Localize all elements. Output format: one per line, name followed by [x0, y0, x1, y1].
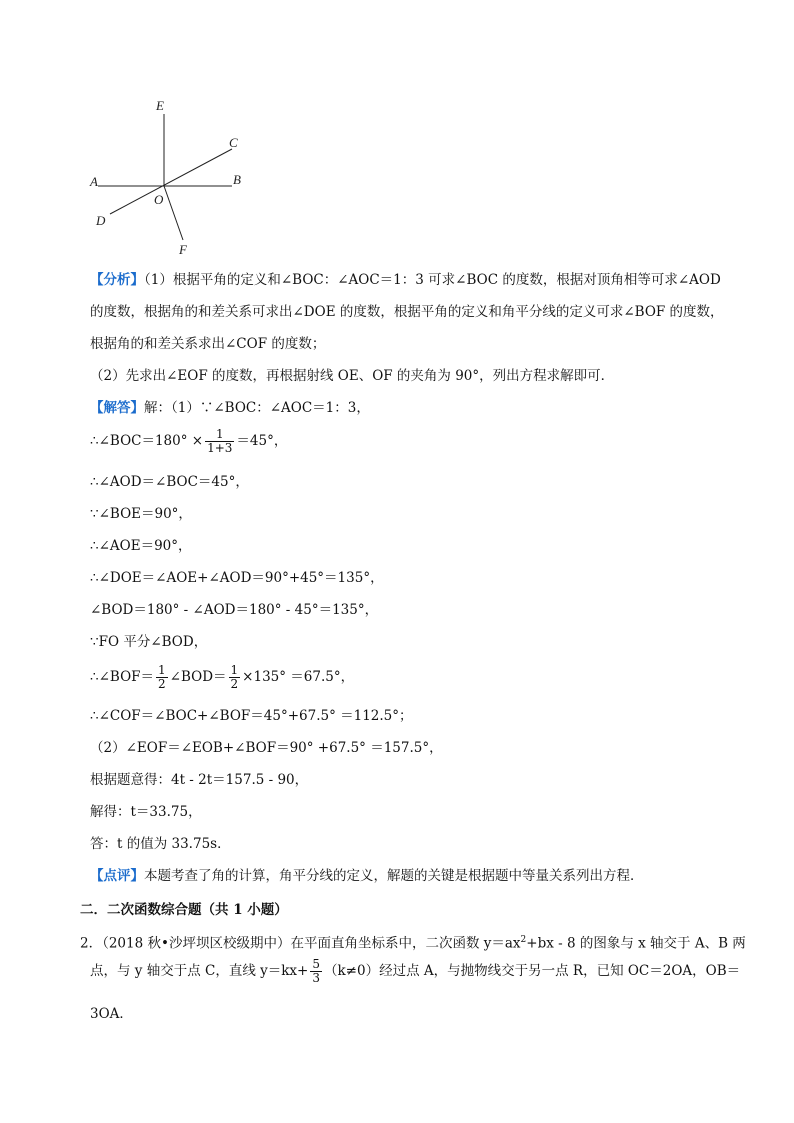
problem-2-text-d: （k≠0）经过点 A，与抛物线交于另一点 R，已知 OC＝2OA，OB＝	[324, 963, 741, 979]
geometry-figure	[86, 92, 286, 262]
fraction-denominator: 2	[158, 677, 166, 691]
fraction-denominator: 1+3	[207, 441, 233, 455]
fraction-1-over-4	[205, 428, 234, 455]
comment-text: 本题考查了角的计算，角平分线的定义，解题的关键是根据题中等量关系列出方程．	[144, 868, 644, 884]
analysis-line-2: 的度数，根据角的和差关系可求出∠DOE 的度数，根据平角的定义和角平分线的定义可求∠BOF 的度数，	[90, 304, 724, 320]
step-8-pre: ∴∠BOF＝	[90, 669, 155, 685]
exponent: 2	[520, 935, 527, 945]
step-8-mid: ∠BOD＝	[169, 669, 227, 685]
fraction-numerator: 1	[158, 663, 166, 677]
problem-2-line-1	[80, 930, 746, 954]
solution-step-10: （2）∠EOF＝∠EOB+∠BOF＝90° +67.5° ＝157.5°，	[90, 740, 443, 756]
solution-intro-text: 解：（1）∵∠BOC：∠AOC＝1：3，	[144, 400, 370, 416]
solution-intro	[90, 398, 730, 418]
label-e: E	[156, 98, 164, 113]
problem-2-text-a: 2．（2018 秋•沙坪坝区校级期中）在平面直角坐标系中，二次函数 y＝ax	[80, 935, 521, 952]
step-1-post: ＝45°，	[236, 433, 288, 449]
label-b: B	[233, 172, 241, 187]
solution-step-3: ∵∠BOE＝90°，	[90, 506, 192, 522]
solution-step-11: 根据题意得：4t - 2t＝157.5 - 90，	[90, 772, 309, 788]
solution-step-6: ∠BOD＝180° - ∠AOD＝180° - 45°＝135°，	[90, 602, 379, 618]
solution-step-7: ∵FO 平分∠BOD，	[90, 634, 208, 650]
solution-tag: 【解答】	[90, 400, 144, 416]
problem-2-line-2	[90, 957, 741, 985]
step-1-pre: ∴∠BOC＝180° ×	[90, 433, 204, 449]
fraction-half-1	[156, 664, 168, 691]
solution-step-12: 解得：t＝33.75，	[90, 804, 202, 820]
label-a: A	[90, 174, 98, 189]
fraction-denominator: 2	[230, 677, 239, 691]
fraction-numerator: 1	[230, 663, 239, 677]
section-heading: 二．二次函数综合题（共 1 小题）	[80, 902, 288, 918]
fraction-numerator: 1	[205, 428, 234, 442]
solution-step-1	[90, 428, 730, 455]
fraction-numerator: 5	[312, 957, 320, 971]
fraction-denominator: 3	[312, 971, 320, 985]
problem-2-line-3: 3OA．	[90, 1006, 133, 1022]
comment-line	[90, 866, 730, 886]
label-o: O	[154, 192, 164, 207]
label-c: C	[229, 135, 238, 150]
step-8-post: ×135° ＝67.5°，	[242, 669, 355, 685]
angle-diagram	[86, 92, 286, 262]
comment-tag: 【点评】	[90, 868, 144, 884]
analysis-line-1	[90, 270, 730, 290]
problem-2-text-c: 点，与 y 轴交于点 C，直线 y＝kx+	[90, 963, 309, 979]
solution-step-4: ∴∠AOE＝90°，	[90, 538, 192, 554]
solution-step-13: 答：t 的值为 33.75s．	[90, 836, 231, 852]
label-f: F	[179, 242, 187, 257]
analysis-line-4: （2）先求出∠EOF 的度数，再根据射线 OE、OF 的夹角为 90°，列出方程求解即可．	[90, 368, 615, 384]
analysis-text-1: （1）根据平角的定义和∠BOC：∠AOC＝1：3 可求∠BOC 的度数，根据对顶角相等可求∠AOD	[144, 272, 721, 288]
solution-step-8	[90, 664, 730, 691]
ray-of	[164, 186, 183, 240]
label-d: D	[96, 213, 106, 228]
solution-step-5: ∴∠DOE＝∠AOE+∠AOD＝90°+45°＝135°，	[90, 570, 384, 586]
fraction-half-2	[229, 664, 241, 691]
line-dc	[110, 149, 232, 214]
fraction-5-over-3	[310, 958, 322, 985]
solution-step-2: ∴∠AOD＝∠BOC＝45°，	[90, 474, 249, 490]
problem-2-text-b: +bx - 8 的图象与 x 轴交于 A、B 两	[526, 935, 746, 952]
solution-step-9: ∴∠COF＝∠BOC+∠BOF＝45°+67.5° ＝112.5°；	[90, 708, 413, 724]
analysis-line-3: 根据角的和差关系求出∠COF 的度数；	[90, 336, 326, 352]
analysis-tag: 【分析】	[90, 272, 144, 288]
